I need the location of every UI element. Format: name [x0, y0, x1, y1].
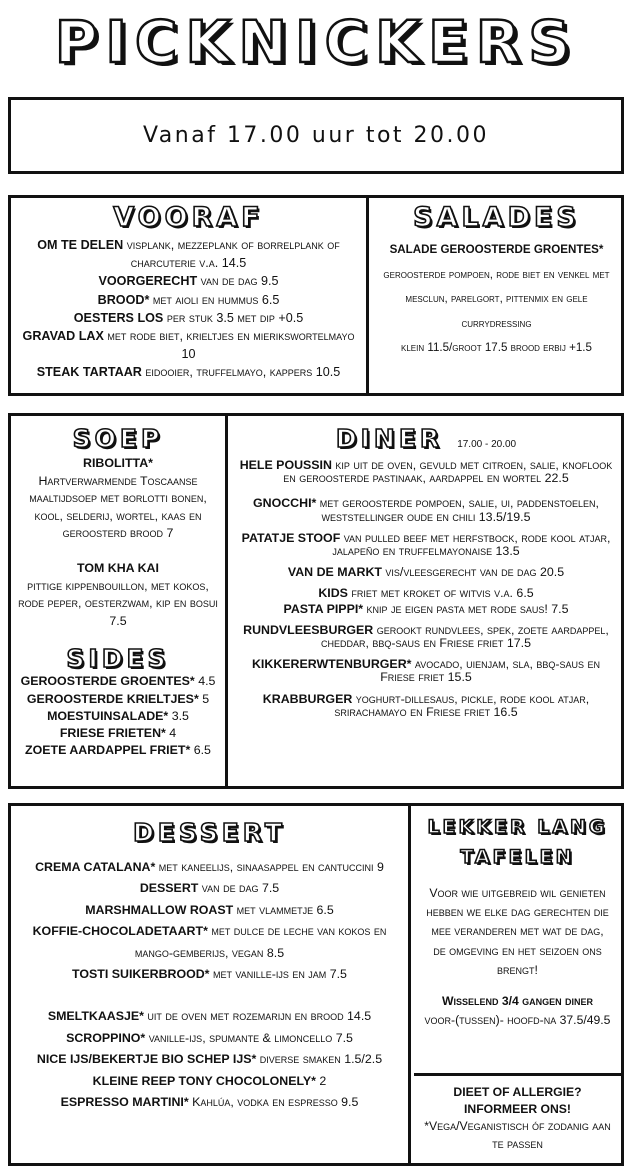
side-item: [11, 691, 225, 708]
item-name: VOORGERECHT: [98, 274, 198, 289]
side-price: 6.5: [190, 743, 211, 758]
hours-text: Vanaf 17.00 uur tot 20.00: [142, 123, 490, 148]
menu-item: [17, 309, 360, 327]
side-price: 4.5: [194, 674, 216, 689]
salade-price: klein 11.5/groot 17.5 brood erbij +1.5: [401, 341, 592, 354]
menu-item: [237, 532, 615, 558]
item-name: HELE POUSSIN: [239, 458, 332, 472]
dessert-list: [11, 857, 408, 1113]
item-desc: gerookt rundvlees, spek, zoete aardappel, cheddar, bbq-saus en Friese friet 17.5: [321, 622, 609, 651]
menu-item: [17, 1092, 402, 1113]
diner-title: DINER: [335, 424, 444, 453]
item-name: NICE IJS/BEKERTJE BIO SCHEP IJS*: [36, 1052, 257, 1067]
item-name: KLEINE REEP TONY CHOCOLONELY*: [92, 1073, 316, 1088]
lekker-title-line1: LEKKER LANG: [427, 816, 608, 838]
item-desc: per stuk 3.5 met dip +0.5: [163, 310, 304, 325]
side-item: [11, 742, 225, 759]
salade-name: SALADE GEROOSTERDE GROENTES*: [389, 243, 604, 256]
menu-item: [17, 1006, 402, 1027]
item-name: VAN DE MARKT: [287, 565, 382, 580]
item-desc: van pulled beef met herfstbock, rode kool atjar, jalapeño en truffelmayonaise 13.5: [332, 530, 611, 559]
item-desc: Kahlúa, vodka en espresso 9.5: [188, 1095, 359, 1110]
side-name: FRIESE FRIETEN*: [59, 725, 166, 740]
side-item: [11, 708, 225, 725]
menu-item: [237, 459, 615, 485]
menu-item: [17, 878, 402, 899]
item-name: KOFFIE-CHOCOLADETAART*: [32, 924, 208, 939]
menu-item: [237, 624, 615, 650]
dessert-section: [11, 806, 411, 1163]
soup-desc: Hartverwarmende Toscaanse maaltijdsoep met borlotti bonen, kool, selderij, wortel, kaas en geroosterd brood 7: [29, 473, 207, 541]
item-name: OESTERS LOS: [73, 310, 164, 325]
soep-section: [11, 416, 228, 786]
hours-banner: [8, 97, 624, 174]
item-desc: eidooier, truffelmayo, kappers 10.5: [141, 365, 341, 380]
menu-item: [237, 587, 615, 600]
diner-header: [231, 424, 621, 453]
middle-section: [8, 413, 624, 789]
item-name: GNOCCHI*: [253, 496, 317, 511]
menu-item: [237, 566, 615, 579]
menu-item: [17, 1049, 402, 1070]
item-desc: van de dag 7.5: [198, 881, 280, 896]
item-desc: van de dag 9.5: [197, 274, 279, 289]
soup-desc: pittige kippenbouillon, met kokos, rode peper, oesterzwam, kip en bosui 7.5: [18, 578, 218, 628]
item-desc: met aioli en hummus 6.5: [149, 292, 280, 307]
dieet-body: [414, 1084, 621, 1153]
sides-list: [11, 673, 225, 759]
side-price: 5: [198, 691, 210, 706]
item-name: PASTA PIPPI*: [283, 601, 364, 616]
item-name: DESSERT: [139, 881, 199, 896]
vooraf-section: [11, 198, 369, 393]
side-name: GEROOSTERDE KRIELTJES*: [26, 691, 199, 706]
menu-item: [17, 1028, 402, 1049]
vooraf-list: [11, 236, 366, 382]
menu-item: [17, 363, 360, 381]
item-desc: met vlammetje 6.5: [233, 902, 334, 917]
side-name: MOESTUINSALADE*: [47, 708, 169, 723]
item-desc: knip je eigen pasta met rode saus! 7.5: [363, 601, 569, 616]
dieet-note: *Vega/Veganistisch óf zodanig aan te passen: [424, 1119, 611, 1151]
item-desc: friet met kroket of witvis v.a. 6.5: [347, 586, 534, 601]
bottom-section: [8, 803, 624, 1166]
item-desc: avocado, uienjam, sla, bbq-saus en Friese friet 15.5: [380, 657, 601, 685]
salades-title: SALADES: [413, 202, 580, 233]
menu-item: [17, 327, 360, 363]
vooraf-title: VOORAF: [113, 202, 264, 233]
dessert-title: DESSERT: [133, 818, 286, 847]
item-name: KIKKERERWTENBURGER*: [251, 657, 412, 672]
item-desc: yoghurt-dillesaus, pickle, rode kool atjar, srirachamayo en Friese friet 16.5: [334, 691, 590, 719]
item-name: KIDS: [318, 586, 348, 601]
soep-title: SOEP: [72, 424, 164, 453]
diner-list: [231, 459, 621, 719]
lekker-sub-title: Wisselend 3/4 gangen diner: [441, 994, 594, 1009]
side-price: 4: [165, 725, 177, 740]
salade-desc: geroosterde pompoen, rode biet en venkel met mesclun, parelgort, pittenmix en gele currydressing: [383, 267, 610, 330]
item-desc: met dulce de leche van kokos en mango-gemberijs, vegan 8.5: [134, 924, 387, 960]
item-desc: met vanille-ijs en jam 7.5: [209, 967, 347, 982]
item-name: TOSTI SUIKERBROOD*: [72, 967, 210, 982]
diner-time: 17.00 - 20.00: [457, 439, 517, 450]
dieet-section: [414, 1079, 621, 1163]
item-name: PATATJE STOOF: [241, 530, 341, 545]
lekker-body: Voor wie uitgebreid wil genieten hebben we elke dag gerechten die mee veranderen met wat de dag, de omgeving en het seizoen ons brengt!: [426, 886, 609, 977]
item-name: STEAK TARTAAR: [36, 365, 142, 380]
menu-item: [237, 658, 615, 684]
lekker-sub-desc: voor-(tussen)- hoofd-na 37.5/49.5: [424, 1013, 611, 1028]
salades-body: [372, 238, 621, 361]
item-desc: uit de oven met rozemarijn en brood 14.5: [143, 1009, 372, 1024]
item-desc: met rode biet, krieltjes en mierikswortelmayo 10: [103, 329, 355, 362]
soup-name: TOM KHA KAI: [77, 560, 159, 575]
item-name: OM TE DELEN: [37, 238, 124, 252]
soup-name: RIBOLITTA*: [83, 456, 153, 470]
side-price: 3.5: [168, 708, 189, 723]
lekker-sub: [414, 992, 621, 1030]
menu-item: [237, 693, 615, 719]
menu-item: [17, 964, 402, 985]
item-desc: visplank, mezzeplank of borrelplank of charcuterie v.a. 14.5: [123, 238, 340, 271]
menu-item: [17, 857, 402, 878]
item-desc: met geroosterde pompoen, salie, ui, paddenstoelen, weststellinger oude en chili 13.5/19.5: [316, 496, 599, 524]
lekker-title-line2: TAFELEN: [460, 846, 575, 868]
item-name: CREMA CATALANA*: [35, 860, 156, 874]
item-desc: met kaneelijs, sinaasappel en cantuccini 9: [155, 860, 384, 874]
menu-item: [17, 921, 402, 964]
side-item: [11, 725, 225, 742]
top-section: [8, 195, 624, 396]
lekker-lang-tafelen-section: [414, 806, 621, 1076]
logo: PICKNICKERS: [54, 8, 579, 76]
salades-section: [372, 198, 621, 393]
side-name: ZOETE AARDAPPEL FRIET*: [25, 743, 191, 758]
menu-item: [17, 291, 360, 309]
item-name: ESPRESSO MARTINI*: [60, 1095, 189, 1110]
item-name: RUNDVLEESBURGER: [243, 622, 374, 637]
item-name: SMELTKAASJE*: [47, 1009, 144, 1024]
dieet-line1: DIEET OF ALLERGIE?: [453, 1085, 582, 1099]
item-name: SCROPPINO*: [66, 1030, 146, 1045]
item-desc: 2: [315, 1073, 327, 1088]
item-desc: diverse smaken 1.5/2.5: [256, 1052, 383, 1067]
side-name: GEROOSTERDE GROENTES*: [20, 674, 195, 689]
dieet-line2: INFORMEER ONS!: [464, 1102, 571, 1117]
item-name: KRABBURGER: [262, 691, 353, 706]
menu-item: [17, 900, 402, 921]
menu-item: [17, 1071, 402, 1092]
soep-list: [11, 455, 225, 630]
menu-item: [17, 236, 360, 272]
side-item: [11, 673, 225, 690]
item-desc: kip uit de oven, gevuld met citroen, salie, knoflook en geroosterde pastinaak, aardappel en wortel 22.5: [283, 458, 613, 486]
sides-title: SIDES: [66, 644, 170, 674]
item-name: BROOD*: [97, 292, 150, 307]
diner-section: [231, 416, 621, 786]
menu-item: [17, 272, 360, 290]
item-name: GRAVAD LAX: [22, 329, 104, 344]
item-name: MARSHMALLOW ROAST: [85, 902, 234, 917]
item-desc: vanille-ijs, spumante & limoncello 7.5: [145, 1030, 353, 1045]
menu-item: [237, 497, 615, 523]
item-desc: vis/vleesgerecht van de dag 20.5: [381, 565, 565, 580]
menu-item: [237, 603, 615, 616]
